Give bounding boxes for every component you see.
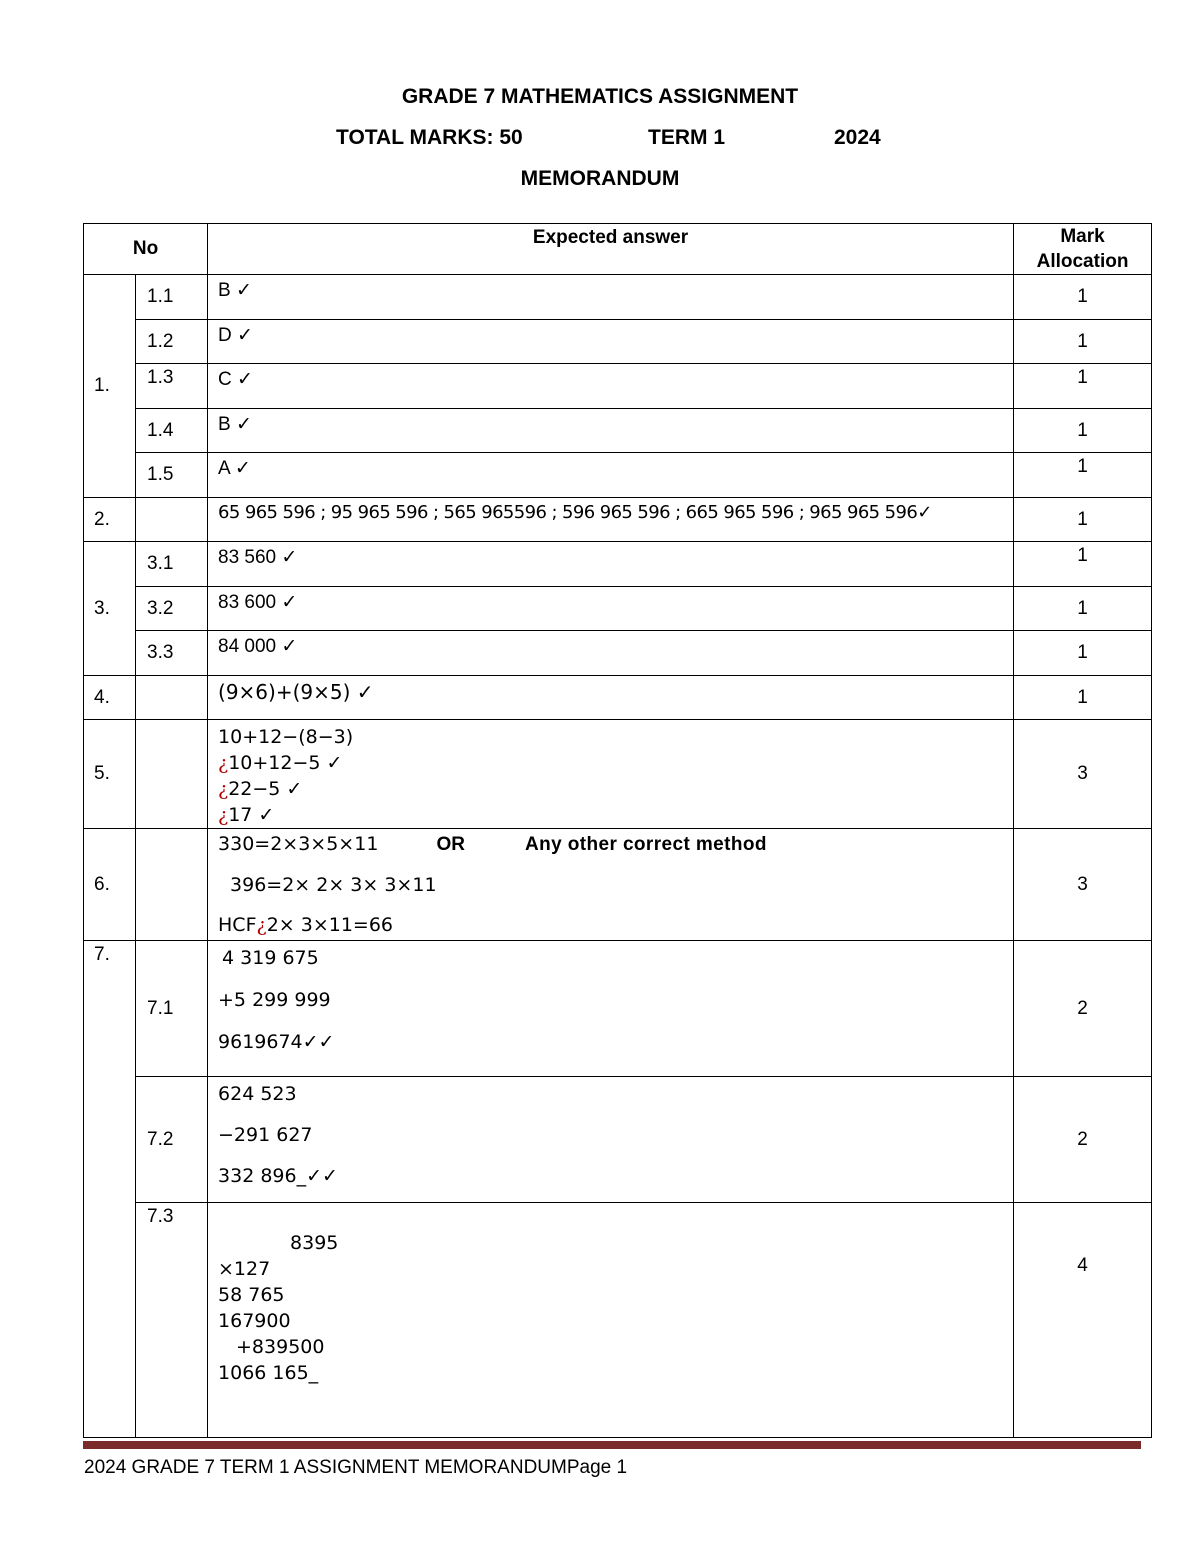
question-number: 5. (84, 720, 136, 829)
total-marks: TOTAL MARKS: 50 (336, 126, 523, 149)
table-row (84, 409, 1152, 453)
col-header-mark: Mark Allocation (1014, 224, 1152, 275)
mark-cell: 1 (1014, 631, 1152, 676)
answer-cell: D ✓ (208, 320, 1014, 364)
sub-question-number: 1.2 (136, 320, 208, 364)
mark-cell: 2 (1014, 941, 1152, 1077)
working-line: ¿10+12−5 ✓ (218, 752, 343, 774)
table-row (84, 320, 1152, 364)
question-number: 6. (84, 829, 136, 941)
mark-cell: 1 (1014, 498, 1152, 542)
working-line: 8395 (290, 1232, 339, 1254)
working-line: 1066 165_ (218, 1362, 319, 1384)
table-row (84, 676, 1152, 720)
page-footer: 2024 GRADE 7 TERM 1 ASSIGNMENT MEMORANDUMPage 1 (84, 1457, 628, 1478)
mark-cell: 2 (1014, 1077, 1152, 1203)
sub-question-number: 1.4 (136, 409, 208, 453)
table-row (84, 364, 1152, 409)
table-row (84, 829, 1152, 941)
sub-question-number (136, 829, 208, 941)
answer-cell (208, 1077, 1014, 1203)
working-line: −291 627 (218, 1124, 313, 1146)
mark-cell: 1 (1014, 676, 1152, 720)
working-line: 9619674✓✓ (218, 1031, 335, 1053)
mark-cell: 3 (1014, 720, 1152, 829)
sub-question-number (136, 720, 208, 829)
equals-glyph: ¿ (256, 914, 267, 936)
sub-question-number (136, 676, 208, 720)
answer-cell: A ✓ (208, 453, 1014, 498)
table-row (84, 275, 1152, 320)
mark-cell: 1 (1014, 587, 1152, 631)
sub-question-number: 3.2 (136, 587, 208, 631)
working-line: 396=2× 2× 3× 3×11 (230, 874, 437, 896)
working-line: ¿22−5 ✓ (218, 778, 303, 800)
other-method-note: Any other correct method (525, 834, 767, 855)
table-row (84, 720, 1152, 829)
working-line: 330=2×3×5×11 OR Any other correct method (218, 833, 767, 855)
working-line: 4 319 675 (222, 947, 319, 969)
mark-cell: 1 (1014, 364, 1152, 409)
working-line: +839500 (236, 1336, 325, 1358)
or-label: OR (436, 834, 465, 855)
answer-cell (208, 941, 1014, 1077)
memorandum-table (83, 223, 1152, 1438)
working-line: HCF¿2× 3×11=66 (218, 914, 394, 936)
working-line: 624 523 (218, 1083, 297, 1105)
working-line: 58 765 (218, 1284, 285, 1306)
sub-question-number: 7.1 (136, 941, 208, 1077)
footer-rule (83, 1441, 1141, 1449)
mark-cell: 1 (1014, 542, 1152, 587)
mark-cell: 3 (1014, 829, 1152, 941)
table-row (84, 631, 1152, 676)
year-label: 2024 (834, 126, 881, 149)
term-label: TERM 1 (648, 126, 726, 149)
question-number: 7. (84, 941, 136, 1438)
sub-question-number: 7.3 (136, 1203, 208, 1438)
answer-cell (208, 720, 1014, 829)
sub-question-number: 1.3 (136, 364, 208, 409)
answer-cell (208, 829, 1014, 941)
equals-glyph: ¿ (218, 778, 229, 800)
question-number: 1. (84, 275, 136, 498)
mark-cell: 4 (1014, 1203, 1152, 1438)
mark-cell: 1 (1014, 275, 1152, 320)
table-row (84, 941, 1152, 1077)
answer-cell: 84 000 ✓ (208, 631, 1014, 676)
answer-cell: 83 560 ✓ (208, 542, 1014, 587)
table-row (84, 1203, 1152, 1438)
answer-cell: 65 965 596 ; 95 965 596 ; 565 965596 ; 596 965 596 ; 665 965 596 ; 965 965 596✓ (208, 498, 1014, 542)
table-row (84, 498, 1152, 542)
sub-question-number: 3.1 (136, 542, 208, 587)
table-row (84, 587, 1152, 631)
equals-glyph: ¿ (218, 804, 229, 826)
answer-cell: C ✓ (208, 364, 1014, 409)
working-line: ¿17 ✓ (218, 804, 275, 826)
sub-question-number: 7.2 (136, 1077, 208, 1203)
sub-question-number: 3.3 (136, 631, 208, 676)
working-line: +5 299 999 (218, 989, 331, 1011)
equals-glyph: ¿ (218, 752, 229, 774)
answer-cell: (9×6)+(9×5) ✓ (208, 676, 1014, 720)
question-number: 2. (84, 498, 136, 542)
sub-question-number: 1.1 (136, 275, 208, 320)
working-line: 10+12−(8−3) (218, 726, 354, 748)
answer-cell: 83 600 ✓ (208, 587, 1014, 631)
answer-cell (208, 1203, 1014, 1438)
table-row (84, 453, 1152, 498)
sub-question-number (136, 498, 208, 542)
question-number: 4. (84, 676, 136, 720)
table-header-row (84, 224, 1152, 275)
mark-cell: 1 (1014, 453, 1152, 498)
answer-cell: B ✓ (208, 409, 1014, 453)
col-header-no: No (84, 224, 208, 275)
table-row (84, 542, 1152, 587)
sub-question-number: 1.5 (136, 453, 208, 498)
document-title: GRADE 7 MATHEMATICS ASSIGNMENT (401, 85, 799, 108)
working-line: ×127 (218, 1258, 271, 1280)
col-header-answer: Expected answer (208, 224, 1014, 275)
answer-cell: B ✓ (208, 275, 1014, 320)
table-row (84, 1077, 1152, 1203)
memorandum-heading: MEMORANDUM (520, 167, 680, 190)
mark-cell: 1 (1014, 409, 1152, 453)
working-line: 167900 (218, 1310, 291, 1332)
working-line: 332 896_✓✓ (218, 1165, 338, 1187)
question-number: 3. (84, 542, 136, 676)
mark-cell: 1 (1014, 320, 1152, 364)
